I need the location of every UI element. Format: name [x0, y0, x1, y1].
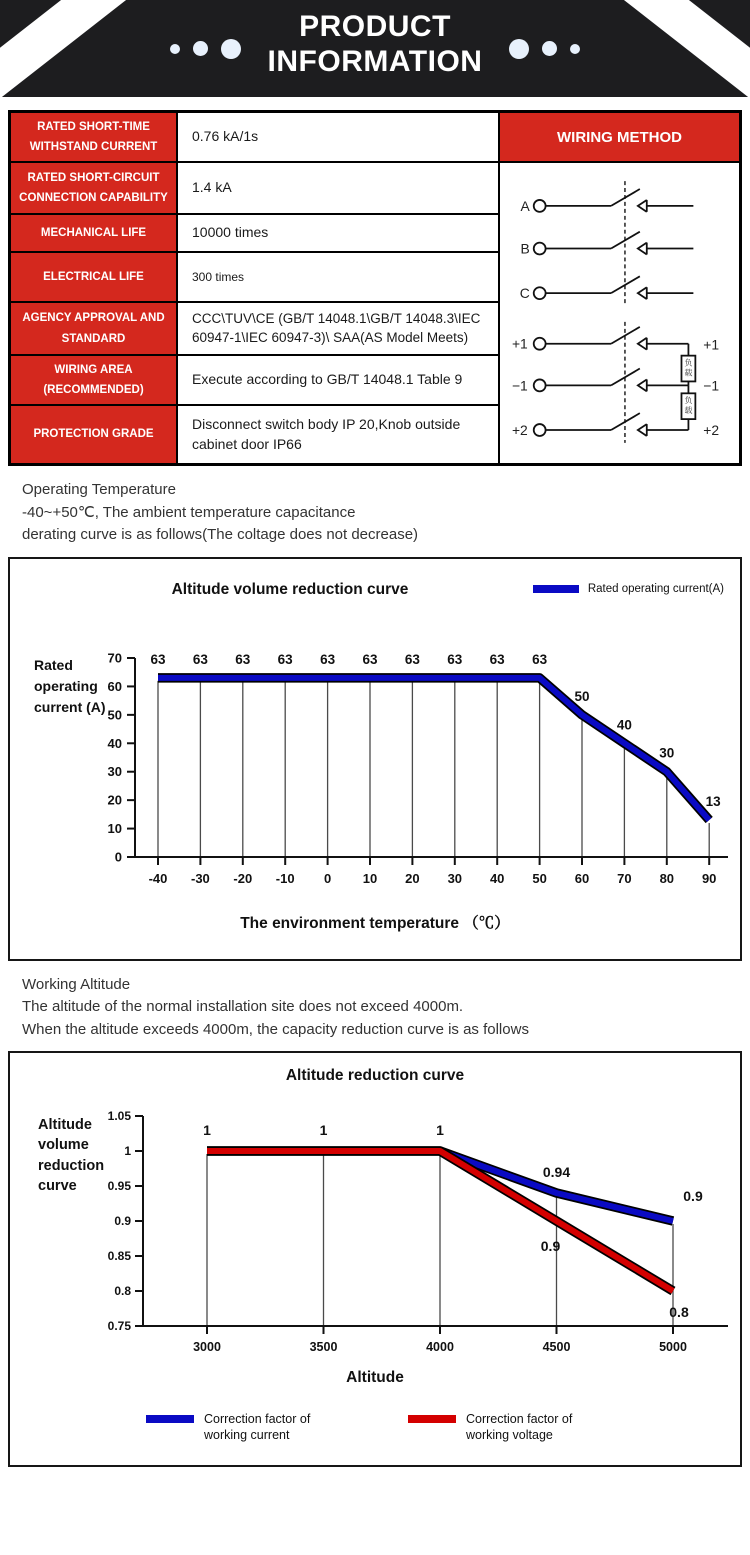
- svg-text:载: 载: [684, 406, 693, 416]
- svg-text:−1: −1: [511, 377, 528, 394]
- svg-text:+2: +2: [511, 421, 528, 438]
- ylab-line: reduction: [38, 1157, 105, 1174]
- svg-text:3500: 3500: [309, 1340, 338, 1354]
- ylab-line: curve: [38, 1177, 77, 1194]
- svg-text:60: 60: [574, 870, 590, 886]
- ylab-line: volume: [38, 1137, 89, 1154]
- legend-swatch-red: [408, 1415, 456, 1423]
- spec-label-protection-grade: PROTECTION GRADE: [10, 405, 177, 464]
- svg-text:3000: 3000: [193, 1340, 221, 1354]
- legend-item-voltage: [408, 1411, 604, 1444]
- svg-text:50: 50: [532, 870, 547, 886]
- legend-swatch-blue: [533, 585, 579, 593]
- ylab-line: current (A): [34, 698, 106, 715]
- chart1-legend-label: Rated operating current(A): [587, 582, 724, 595]
- legend-label-voltage: Correction factor of working voltage: [466, 1412, 573, 1443]
- svg-text:0: 0: [323, 870, 332, 886]
- svg-text:0.9: 0.9: [540, 1238, 561, 1254]
- svg-text:70: 70: [617, 870, 632, 886]
- svg-text:5000: 5000: [659, 1340, 687, 1354]
- spec-table: [10, 112, 740, 464]
- svg-text:20: 20: [405, 870, 420, 886]
- svg-text:0.8: 0.8: [114, 1284, 131, 1298]
- svg-text:50: 50: [107, 706, 122, 722]
- spec-table-wrapper: [8, 110, 742, 466]
- svg-text:63: 63: [192, 651, 208, 667]
- chart2-title: Altitude reduction curve: [285, 1067, 465, 1084]
- svg-text:10: 10: [362, 870, 378, 886]
- svg-text:0.95: 0.95: [107, 1179, 131, 1193]
- svg-text:+1: +1: [703, 336, 720, 353]
- chart2-gridlines: [207, 1154, 673, 1325]
- svg-text:63: 63: [532, 651, 548, 667]
- chart2-plot: [10, 1101, 740, 1363]
- legend-swatch-blue: [146, 1415, 194, 1423]
- note-line: Working Altitude: [22, 975, 131, 993]
- svg-text:C: C: [519, 285, 530, 302]
- legend-item-current: [146, 1411, 342, 1444]
- svg-text:50: 50: [574, 688, 590, 704]
- operating-temperature-notes: [22, 479, 720, 547]
- chart2-legend: [10, 1411, 740, 1444]
- svg-text:0.8: 0.8: [669, 1304, 689, 1320]
- svg-text:40: 40: [107, 735, 122, 751]
- svg-text:10: 10: [107, 820, 122, 836]
- altitude-reduction-chart: [8, 1051, 742, 1467]
- page-header-banner: [0, 0, 750, 97]
- svg-text:A: A: [520, 197, 530, 214]
- svg-text:0.94: 0.94: [542, 1164, 571, 1180]
- svg-text:4000: 4000: [426, 1340, 454, 1354]
- legend-label-current: Correction factor of working current: [204, 1412, 311, 1443]
- note-line: The altitude of the normal installation site does not exceed 4000m.: [22, 998, 464, 1015]
- spec-value-electrical-life: 300 times: [177, 252, 499, 302]
- spec-label-short-circuit: RATED SHORT-CIRCUIT CONNECTION CAPABILITY: [10, 162, 177, 214]
- svg-text:0.9: 0.9: [683, 1188, 703, 1204]
- svg-text:60: 60: [107, 678, 122, 694]
- svg-text:90: 90: [701, 870, 717, 886]
- svg-text:1.05: 1.05: [107, 1109, 131, 1123]
- chart2-axes: [108, 1109, 728, 1354]
- spec-value-mechanical-life: 10000 times: [177, 214, 499, 252]
- svg-text:63: 63: [277, 651, 293, 667]
- svg-text:载: 载: [684, 368, 693, 378]
- svg-text:+1: +1: [511, 335, 528, 352]
- spec-value-agency-approval: CCC\TUV\CE (GB/T 14048.1\GB/T 14048.3\IEC 60947-1\IEC 60947-3)\ SAA(AS Model Meets): [177, 302, 499, 355]
- svg-text:0.9: 0.9: [114, 1214, 131, 1228]
- note-line: When the altitude exceeds 4000m, the capacity reduction curve is as follows: [22, 1020, 529, 1038]
- svg-text:63: 63: [320, 651, 336, 667]
- chart1-gridlines: [158, 680, 709, 855]
- ylab-line: Rated: [34, 656, 73, 673]
- chart1-title: Altitude volume reduction curve: [171, 580, 409, 598]
- svg-text:4500: 4500: [542, 1340, 571, 1354]
- note-line: Operating Temperature: [22, 481, 176, 498]
- wiring-method-header: WIRING METHOD: [499, 112, 740, 162]
- chart1-legend: [533, 583, 724, 595]
- svg-text:63: 63: [150, 651, 166, 667]
- page-title-line1: PRODUCT: [299, 10, 451, 43]
- svg-text:40: 40: [489, 870, 505, 886]
- spec-value-short-circuit: 1.4 kA: [177, 162, 499, 214]
- svg-text:-20: -20: [233, 870, 253, 886]
- svg-text:−1: −1: [703, 377, 720, 394]
- svg-text:-40: -40: [148, 870, 168, 886]
- svg-text:1: 1: [124, 1144, 131, 1158]
- page-title: [0, 9, 750, 80]
- chart1-x-axis-label: The environment temperature （℃）: [240, 914, 510, 932]
- svg-text:负: 负: [684, 396, 693, 406]
- temperature-derating-chart: [8, 557, 742, 961]
- spec-value-rated-short-time: 0.76 kA/1s: [177, 112, 499, 162]
- chart1-series-line: [158, 677, 709, 819]
- svg-text:B: B: [520, 240, 530, 257]
- svg-text:0.85: 0.85: [107, 1249, 131, 1263]
- svg-text:0: 0: [114, 849, 122, 864]
- spec-value-wiring-area: Execute according to GB/T 14048.1 Table 9: [177, 355, 499, 405]
- spec-label-rated-short-time: RATED SHORT-TIME WITHSTAND CURRENT: [10, 112, 177, 162]
- spec-value-protection-grade: Disconnect switch body IP 20,Knob outside cabinet door IP66: [177, 405, 499, 464]
- svg-text:30: 30: [659, 745, 675, 761]
- chart2-x-axis-label: Altitude: [346, 1369, 404, 1386]
- svg-text:1: 1: [203, 1122, 211, 1138]
- wiring-diagram: [500, 163, 739, 463]
- wiring-diagram-container: [499, 162, 740, 464]
- svg-text:30: 30: [107, 763, 122, 779]
- ylab-line: operating: [34, 677, 98, 694]
- svg-text:63: 63: [489, 651, 505, 667]
- spec-label-electrical-life: ELECTRICAL LIFE: [10, 252, 177, 302]
- svg-text:+2: +2: [703, 421, 720, 438]
- svg-text:-10: -10: [275, 870, 295, 886]
- svg-text:负: 负: [684, 358, 693, 368]
- svg-text:30: 30: [447, 870, 463, 886]
- chart1-plot: [10, 639, 740, 901]
- svg-text:63: 63: [362, 651, 378, 667]
- spec-label-agency-approval: AGENCY APPROVAL AND STANDARD: [10, 302, 177, 355]
- note-line: derating curve is as follows(The coltage does not decrease): [22, 526, 419, 543]
- spec-label-mechanical-life: MECHANICAL LIFE: [10, 214, 177, 252]
- ylab-line: Altitude: [38, 1117, 92, 1133]
- svg-text:63: 63: [447, 651, 463, 667]
- svg-text:-30: -30: [191, 870, 210, 886]
- svg-text:1: 1: [436, 1122, 444, 1138]
- svg-text:40: 40: [616, 716, 632, 732]
- spec-label-wiring-area: WIRING AREA (RECOMMENDED): [10, 355, 177, 405]
- svg-text:80: 80: [659, 870, 675, 886]
- working-altitude-notes: [22, 974, 720, 1042]
- svg-text:63: 63: [235, 651, 251, 667]
- svg-text:70: 70: [107, 650, 122, 665]
- svg-text:0.75: 0.75: [107, 1319, 131, 1333]
- svg-text:20: 20: [107, 792, 122, 808]
- page-title-line2: INFORMATION: [267, 45, 483, 79]
- svg-text:13: 13: [705, 793, 721, 809]
- svg-text:63: 63: [404, 651, 420, 667]
- svg-text:1: 1: [319, 1122, 328, 1138]
- note-line: -40~+50℃, The ambient temperature capacitance: [22, 503, 356, 521]
